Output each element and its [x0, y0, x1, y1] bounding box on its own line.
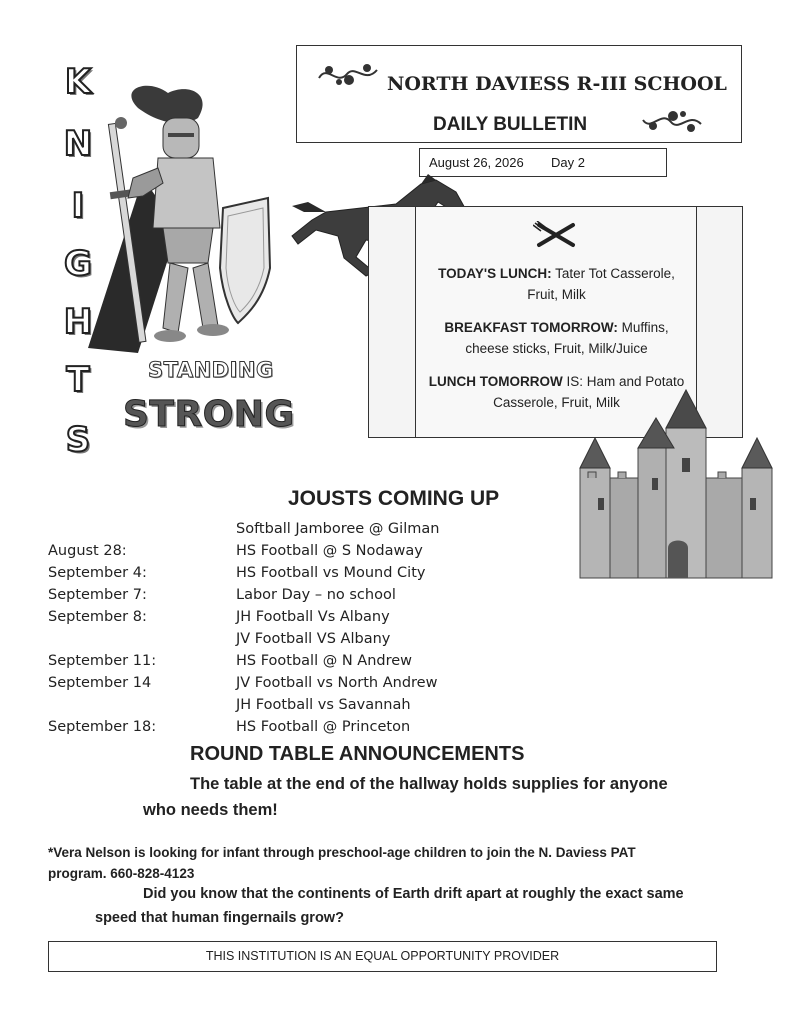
event-date: September 11:	[48, 653, 157, 669]
event-name: JH Football vs Savannah	[236, 697, 411, 713]
fork-knife-icon	[533, 221, 579, 249]
event-name: JV Football vs North Andrew	[236, 675, 438, 691]
table-announcement-line2: who needs them!	[143, 801, 278, 819]
pat-announcement-line2: program. 660-828-4123	[48, 866, 195, 881]
lunch-tomorrow: LUNCH TOMORROW IS: Ham and Potato Casserole, Fruit, Milk	[428, 374, 685, 410]
table-announcement-line1: The table at the end of the hallway holds supplies for anyone	[190, 775, 668, 793]
knights-letter: N	[63, 124, 93, 164]
knights-letter: H	[63, 302, 93, 342]
fact-line1: Did you know that the continents of Earth drift apart at roughly the exact same	[143, 886, 684, 902]
event-name: Softball Jamboree @ Gilman	[236, 521, 440, 537]
event-name: HS Football @ N Andrew	[236, 653, 413, 669]
knights-letter: I	[71, 186, 85, 226]
event-date: August 28:	[48, 543, 127, 559]
event-name: JH Football Vs Albany	[236, 609, 390, 625]
slogan-standing: STANDING	[148, 358, 274, 382]
knights-letter: G	[64, 244, 92, 284]
footer-box: THIS INSTITUTION IS AN EQUAL OPPORTUNITY PROVIDER	[48, 941, 717, 972]
event-name: HS Football @ Princeton	[236, 719, 411, 735]
flourish-icon	[315, 60, 381, 90]
knight-illustration	[48, 78, 278, 368]
breakfast-tomorrow: BREAKFAST TOMORROW: Muffins, cheese sticks, Fruit, Milk/Juice	[444, 320, 669, 356]
todays-lunch: TODAY'S LUNCH: Tater Tot Casserole, Fruit, Milk	[438, 266, 675, 302]
event-date: September 7:	[48, 587, 147, 603]
bulletin-date: August 26, 2026	[429, 155, 524, 170]
announcements-title: ROUND TABLE ANNOUNCEMENTS	[190, 743, 525, 765]
flourish-icon	[639, 106, 705, 136]
event-name: Labor Day – no school	[236, 587, 396, 603]
event-date: September 14	[48, 675, 152, 691]
header-box	[296, 45, 742, 143]
bulletin-day: Day 2	[551, 155, 585, 170]
knights-letter: S	[65, 420, 91, 460]
slogan-strong: STRONG	[123, 394, 295, 435]
event-name: HS Football vs Mound City	[236, 565, 426, 581]
event-date: September 18:	[48, 719, 157, 735]
event-date: September 8:	[48, 609, 147, 625]
castle-illustration	[578, 388, 774, 586]
knights-letter: T	[66, 360, 90, 400]
jousts-title: JOUSTS COMING UP	[288, 487, 500, 510]
bulletin-title: DAILY BULLETIN	[433, 114, 588, 135]
pat-announcement-line1: *Vera Nelson is looking for infant through preschool-age children to join the N. Daviess PAT	[48, 845, 636, 860]
fact-line2: speed that human fingernails grow?	[95, 910, 344, 926]
school-name: NORTH DAVIESS R-III SCHOOL	[387, 73, 727, 95]
knights-letter: K	[64, 62, 92, 102]
event-date: September 4:	[48, 565, 147, 581]
event-name: HS Football @ S Nodaway	[236, 543, 423, 559]
event-name: JV Football VS Albany	[236, 631, 391, 647]
